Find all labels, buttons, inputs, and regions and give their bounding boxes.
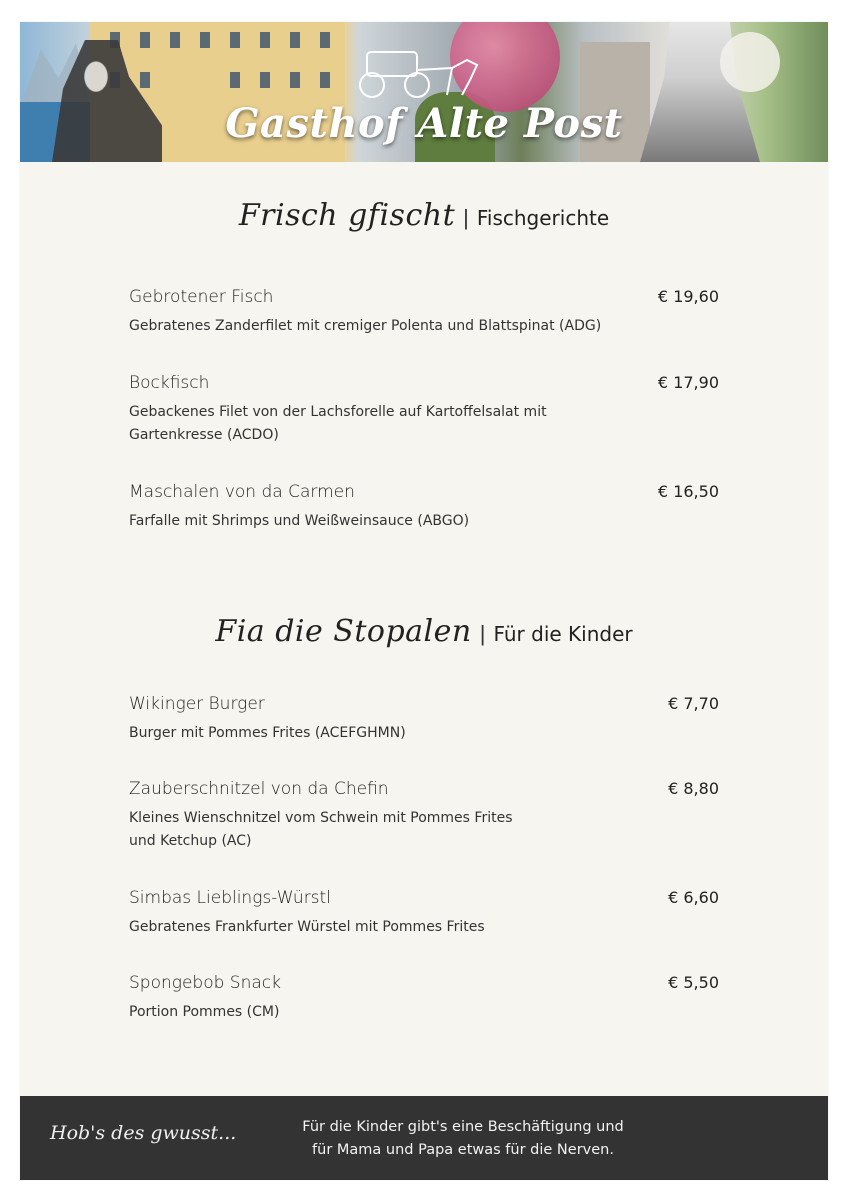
menu-item bbox=[129, 973, 719, 1024]
item-name: Simbas Lieblings-Würstl bbox=[129, 888, 331, 908]
item-price: € 19,60 bbox=[657, 287, 719, 306]
item-description: Farfalle mit Shrimps und Weißweinsauce (ABGO) bbox=[129, 513, 470, 529]
section-heading-kids bbox=[20, 614, 828, 649]
item-description: Burger mit Pommes Frites (ACEFGHMN) bbox=[129, 725, 406, 741]
restaurant-name: Gasthof Alte Post bbox=[225, 100, 623, 147]
item-description: Kleines Wienschnitzel vom Schwein mit Pommes Frites und Ketchup (AC) bbox=[129, 810, 513, 849]
menu-item bbox=[129, 779, 719, 853]
footer-note: Für die Kinder gibt's eine Beschäftigung und für Mama und Papa etwas für die Nerven. bbox=[302, 1119, 624, 1158]
menu-item bbox=[129, 287, 719, 338]
section-subtitle: Für die Kinder bbox=[493, 622, 633, 646]
item-name: Gebrotener Fisch bbox=[129, 287, 274, 307]
item-description: Gebackenes Filet von der Lachsforelle auf Kartoffelsalat mit Gartenkresse (ACDO) bbox=[129, 404, 547, 443]
item-name: Wikinger Burger bbox=[129, 694, 265, 714]
item-name: Zauberschnitzel von da Chefin bbox=[129, 779, 389, 799]
item-price: € 17,90 bbox=[657, 373, 719, 392]
item-name: Maschalen von da Carmen bbox=[129, 482, 355, 502]
item-description: Portion Pommes (CM) bbox=[129, 1004, 280, 1020]
item-price: € 8,80 bbox=[668, 779, 719, 798]
menu-page bbox=[20, 22, 828, 1180]
carriage-icon bbox=[342, 40, 492, 100]
item-description: Gebratenes Frankfurter Würstel mit Pommes Frites bbox=[129, 919, 485, 935]
section-script-title: Frisch gfischt bbox=[238, 198, 456, 233]
item-name: Spongebob Snack bbox=[129, 973, 281, 993]
header-banner bbox=[20, 22, 828, 162]
flower-graphic bbox=[720, 32, 780, 92]
menu-item bbox=[129, 373, 719, 447]
heading-separator: | bbox=[463, 205, 469, 230]
item-price: € 7,70 bbox=[668, 694, 719, 713]
section-heading-fish bbox=[20, 198, 828, 233]
footer-hint: Hob's des gwusst... bbox=[50, 1122, 237, 1144]
item-description: Gebratenes Zanderfilet mit cremiger Polenta und Blattspinat (ADG) bbox=[129, 318, 602, 334]
item-price: € 5,50 bbox=[668, 973, 719, 992]
menu-item bbox=[129, 888, 719, 939]
footer-bar bbox=[20, 1096, 828, 1180]
item-name: Bockfisch bbox=[129, 373, 210, 393]
menu-item bbox=[129, 482, 719, 533]
heading-separator: | bbox=[479, 621, 486, 646]
item-price: € 6,60 bbox=[668, 888, 719, 907]
menu-item bbox=[129, 694, 719, 745]
section-subtitle: Fischgerichte bbox=[476, 206, 610, 230]
item-price: € 16,50 bbox=[657, 482, 719, 501]
section-script-title: Fia die Stopalen bbox=[215, 614, 472, 649]
